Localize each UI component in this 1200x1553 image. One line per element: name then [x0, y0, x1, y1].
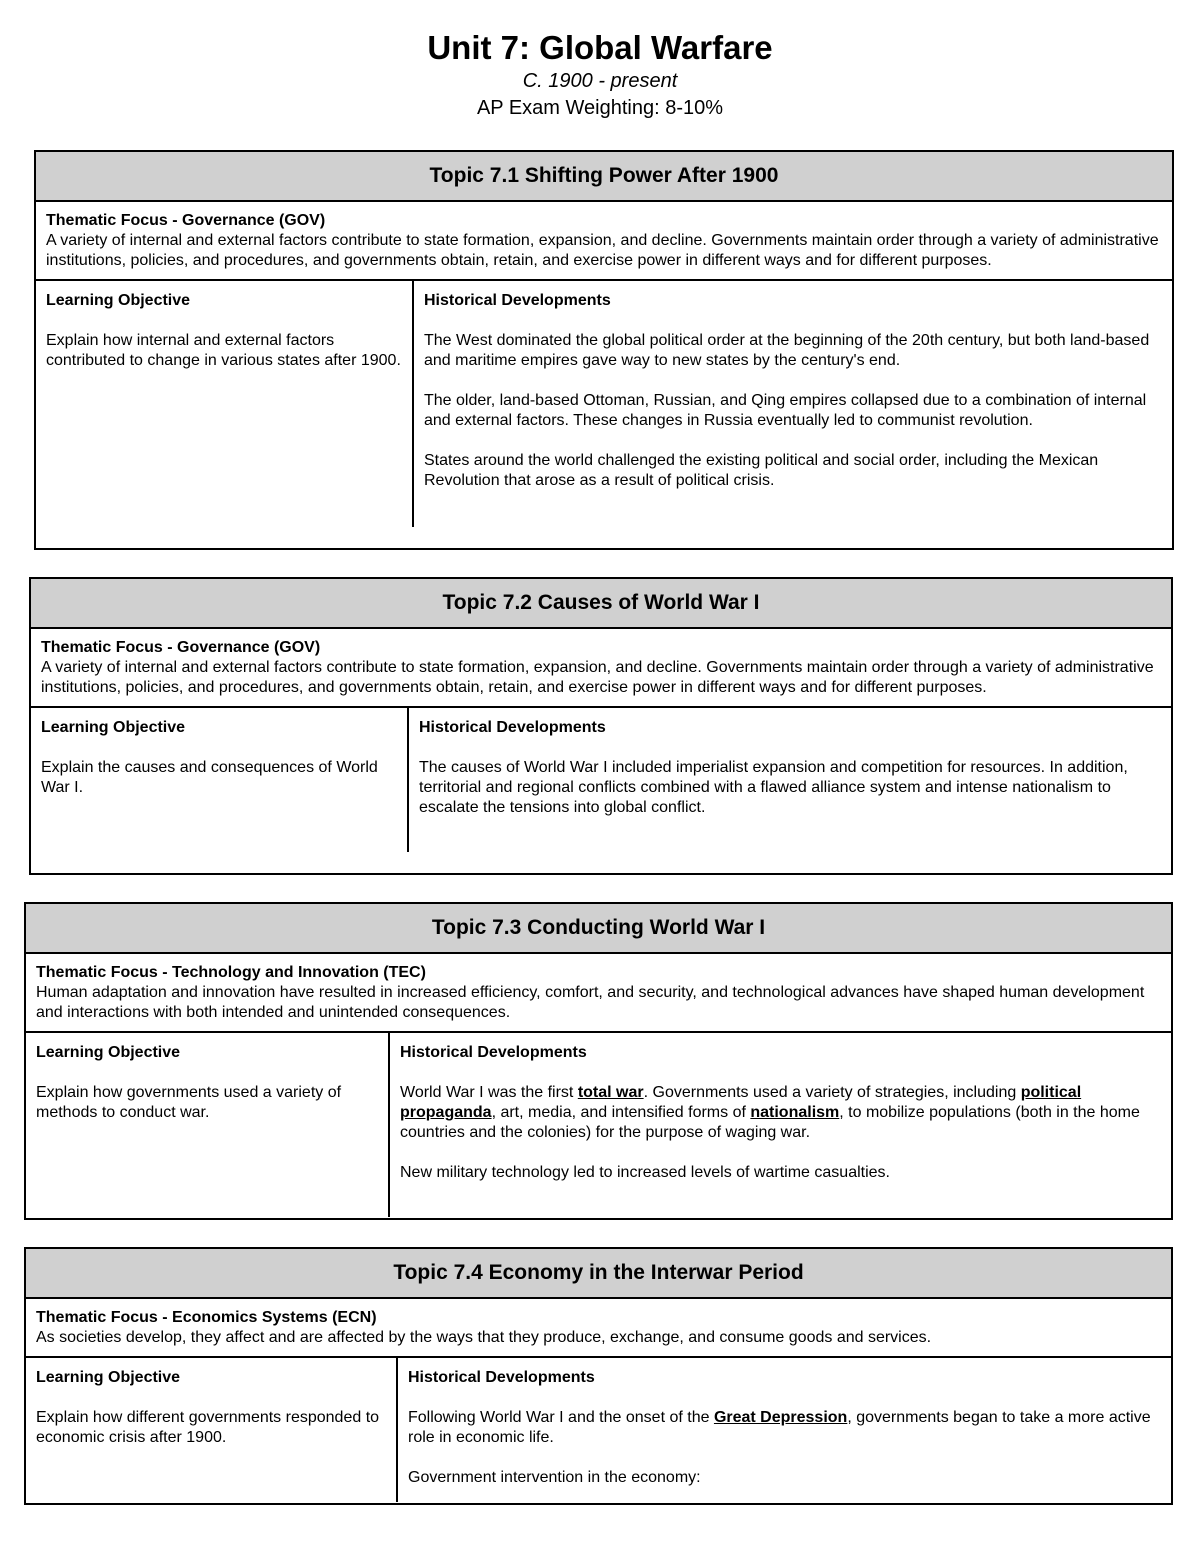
topic-columns	[26, 1033, 1171, 1217]
historical-developments-label: Historical Developments	[419, 719, 606, 736]
historical-developments-cell	[414, 281, 1172, 527]
topic-title: Topic 7.2 Causes of World War I	[31, 579, 1171, 629]
page-subtitle: C. 1900 - present	[522, 70, 678, 92]
topic-7-4	[24, 1247, 1173, 1505]
thematic-focus	[26, 1299, 1171, 1358]
topic-title: Topic 7.4 Economy in the Interwar Period	[26, 1249, 1171, 1299]
keyword-nationalism: nationalism	[750, 1104, 840, 1121]
learning-objective-label: Learning Objective	[36, 1369, 181, 1386]
thematic-focus-title: Thematic Focus - Governance (GOV)	[41, 639, 321, 656]
development-text: The causes of World War I included imperialist expansion and competition for resources. In addition, territorial and regional conflicts combined with a flawed alliance system and intense nationalism to escalate the tensions into global conflict.	[419, 759, 1128, 816]
development-text: New military technology led to increased levels of wartime casualties.	[400, 1164, 890, 1181]
page-header	[0, 28, 1200, 122]
thematic-focus	[26, 954, 1171, 1033]
learning-objective-label: Learning Objective	[41, 719, 186, 736]
thematic-focus-text: As societies develop, they affect and are affected by the ways that they produce, exchange, and consume goods and services.	[36, 1329, 932, 1346]
learning-objective-cell	[26, 1358, 398, 1502]
exam-weighting: AP Exam Weighting: 8-10%	[476, 97, 724, 119]
text-run: . Governments used a variety of strategies, including	[643, 1084, 1021, 1101]
historical-developments-label: Historical Developments	[408, 1369, 595, 1386]
development-text	[400, 1083, 1161, 1143]
thematic-focus-title: Thematic Focus - Technology and Innovation (TEC)	[36, 964, 426, 981]
keyword-political-propaganda: political propaganda	[400, 1084, 1082, 1121]
keyword-total-war: total war	[577, 1084, 644, 1101]
topic-columns	[31, 708, 1171, 852]
development-text: The older, land-based Ottoman, Russian, and Qing empires collapsed due to a combination of internal and external factors. These changes in Russia eventually led to communist revolution.	[424, 392, 1147, 429]
topic-7-3	[24, 902, 1173, 1220]
topic-title: Topic 7.3 Conducting World War I	[26, 904, 1171, 954]
thematic-focus	[31, 629, 1171, 708]
topic-columns	[26, 1358, 1171, 1502]
development-text: States around the world challenged the existing political and social order, including the Mexican Revolution that arose as a result of political crisis.	[424, 452, 1099, 489]
historical-developments-label: Historical Developments	[424, 292, 611, 309]
historical-developments-label: Historical Developments	[400, 1044, 587, 1061]
thematic-focus-text: A variety of internal and external factors contribute to state formation, expansion, and decline. Governments maintain order through a variety of administrative institutions, policies, and procedures, and governments obtain, retain, and exercise power in different ways and for different purposes.	[41, 659, 1154, 696]
thematic-focus-title: Thematic Focus - Governance (GOV)	[46, 212, 326, 229]
historical-developments-cell	[390, 1033, 1171, 1217]
topic-columns	[36, 281, 1172, 527]
development-text	[408, 1408, 1161, 1448]
learning-objective-cell	[26, 1033, 390, 1217]
topic-7-1	[34, 150, 1174, 550]
text-run: , to mobilize populations (both in the home countries and the colonies) for the purpose of waging war.	[400, 1104, 1140, 1141]
thematic-focus-title: Thematic Focus - Economics Systems (ECN)	[36, 1309, 377, 1326]
text-run: Following World War I and the onset of the	[408, 1409, 714, 1426]
page-title: Unit 7: Global Warfare	[427, 29, 773, 66]
thematic-focus-text: A variety of internal and external factors contribute to state formation, expansion, and decline. Governments maintain order through a variety of administrative institutions, policies, and procedures, and governments obtain, retain, and exercise power in different ways and for different purposes.	[46, 232, 1159, 269]
text-run: , art, media, and intensified forms of	[491, 1104, 751, 1121]
learning-objective-text: Explain how internal and external factors contributed to change in various states after 1900.	[46, 332, 401, 369]
keyword-great-depression: Great Depression	[713, 1409, 848, 1426]
text-run: , governments began to take a more active role in economic life.	[408, 1409, 1151, 1446]
learning-objective-cell	[36, 281, 414, 527]
learning-objective-text: Explain how governments used a variety of methods to conduct war.	[36, 1084, 342, 1121]
learning-objective-text: Explain how different governments responded to economic crisis after 1900.	[36, 1409, 380, 1446]
text-run: World War I was the first	[400, 1084, 578, 1101]
learning-objective-label: Learning Objective	[36, 1044, 181, 1061]
learning-objective-text: Explain the causes and consequences of World War I.	[41, 759, 378, 796]
historical-developments-cell	[398, 1358, 1171, 1502]
topic-title: Topic 7.1 Shifting Power After 1900	[36, 152, 1172, 202]
topic-7-2	[29, 577, 1173, 875]
thematic-focus-text: Human adaptation and innovation have resulted in increased efficiency, comfort, and security, and technological advances have shaped human development and interactions with both intended and unintended consequences.	[36, 984, 1145, 1021]
development-text: Government intervention in the economy:	[408, 1469, 701, 1486]
thematic-focus	[36, 202, 1172, 281]
learning-objective-cell	[31, 708, 409, 852]
historical-developments-cell	[409, 708, 1171, 852]
development-text: The West dominated the global political order at the beginning of the 20th century, but both land-based and maritime empires gave way to new states by the century's end.	[424, 332, 1150, 369]
learning-objective-label: Learning Objective	[46, 292, 191, 309]
